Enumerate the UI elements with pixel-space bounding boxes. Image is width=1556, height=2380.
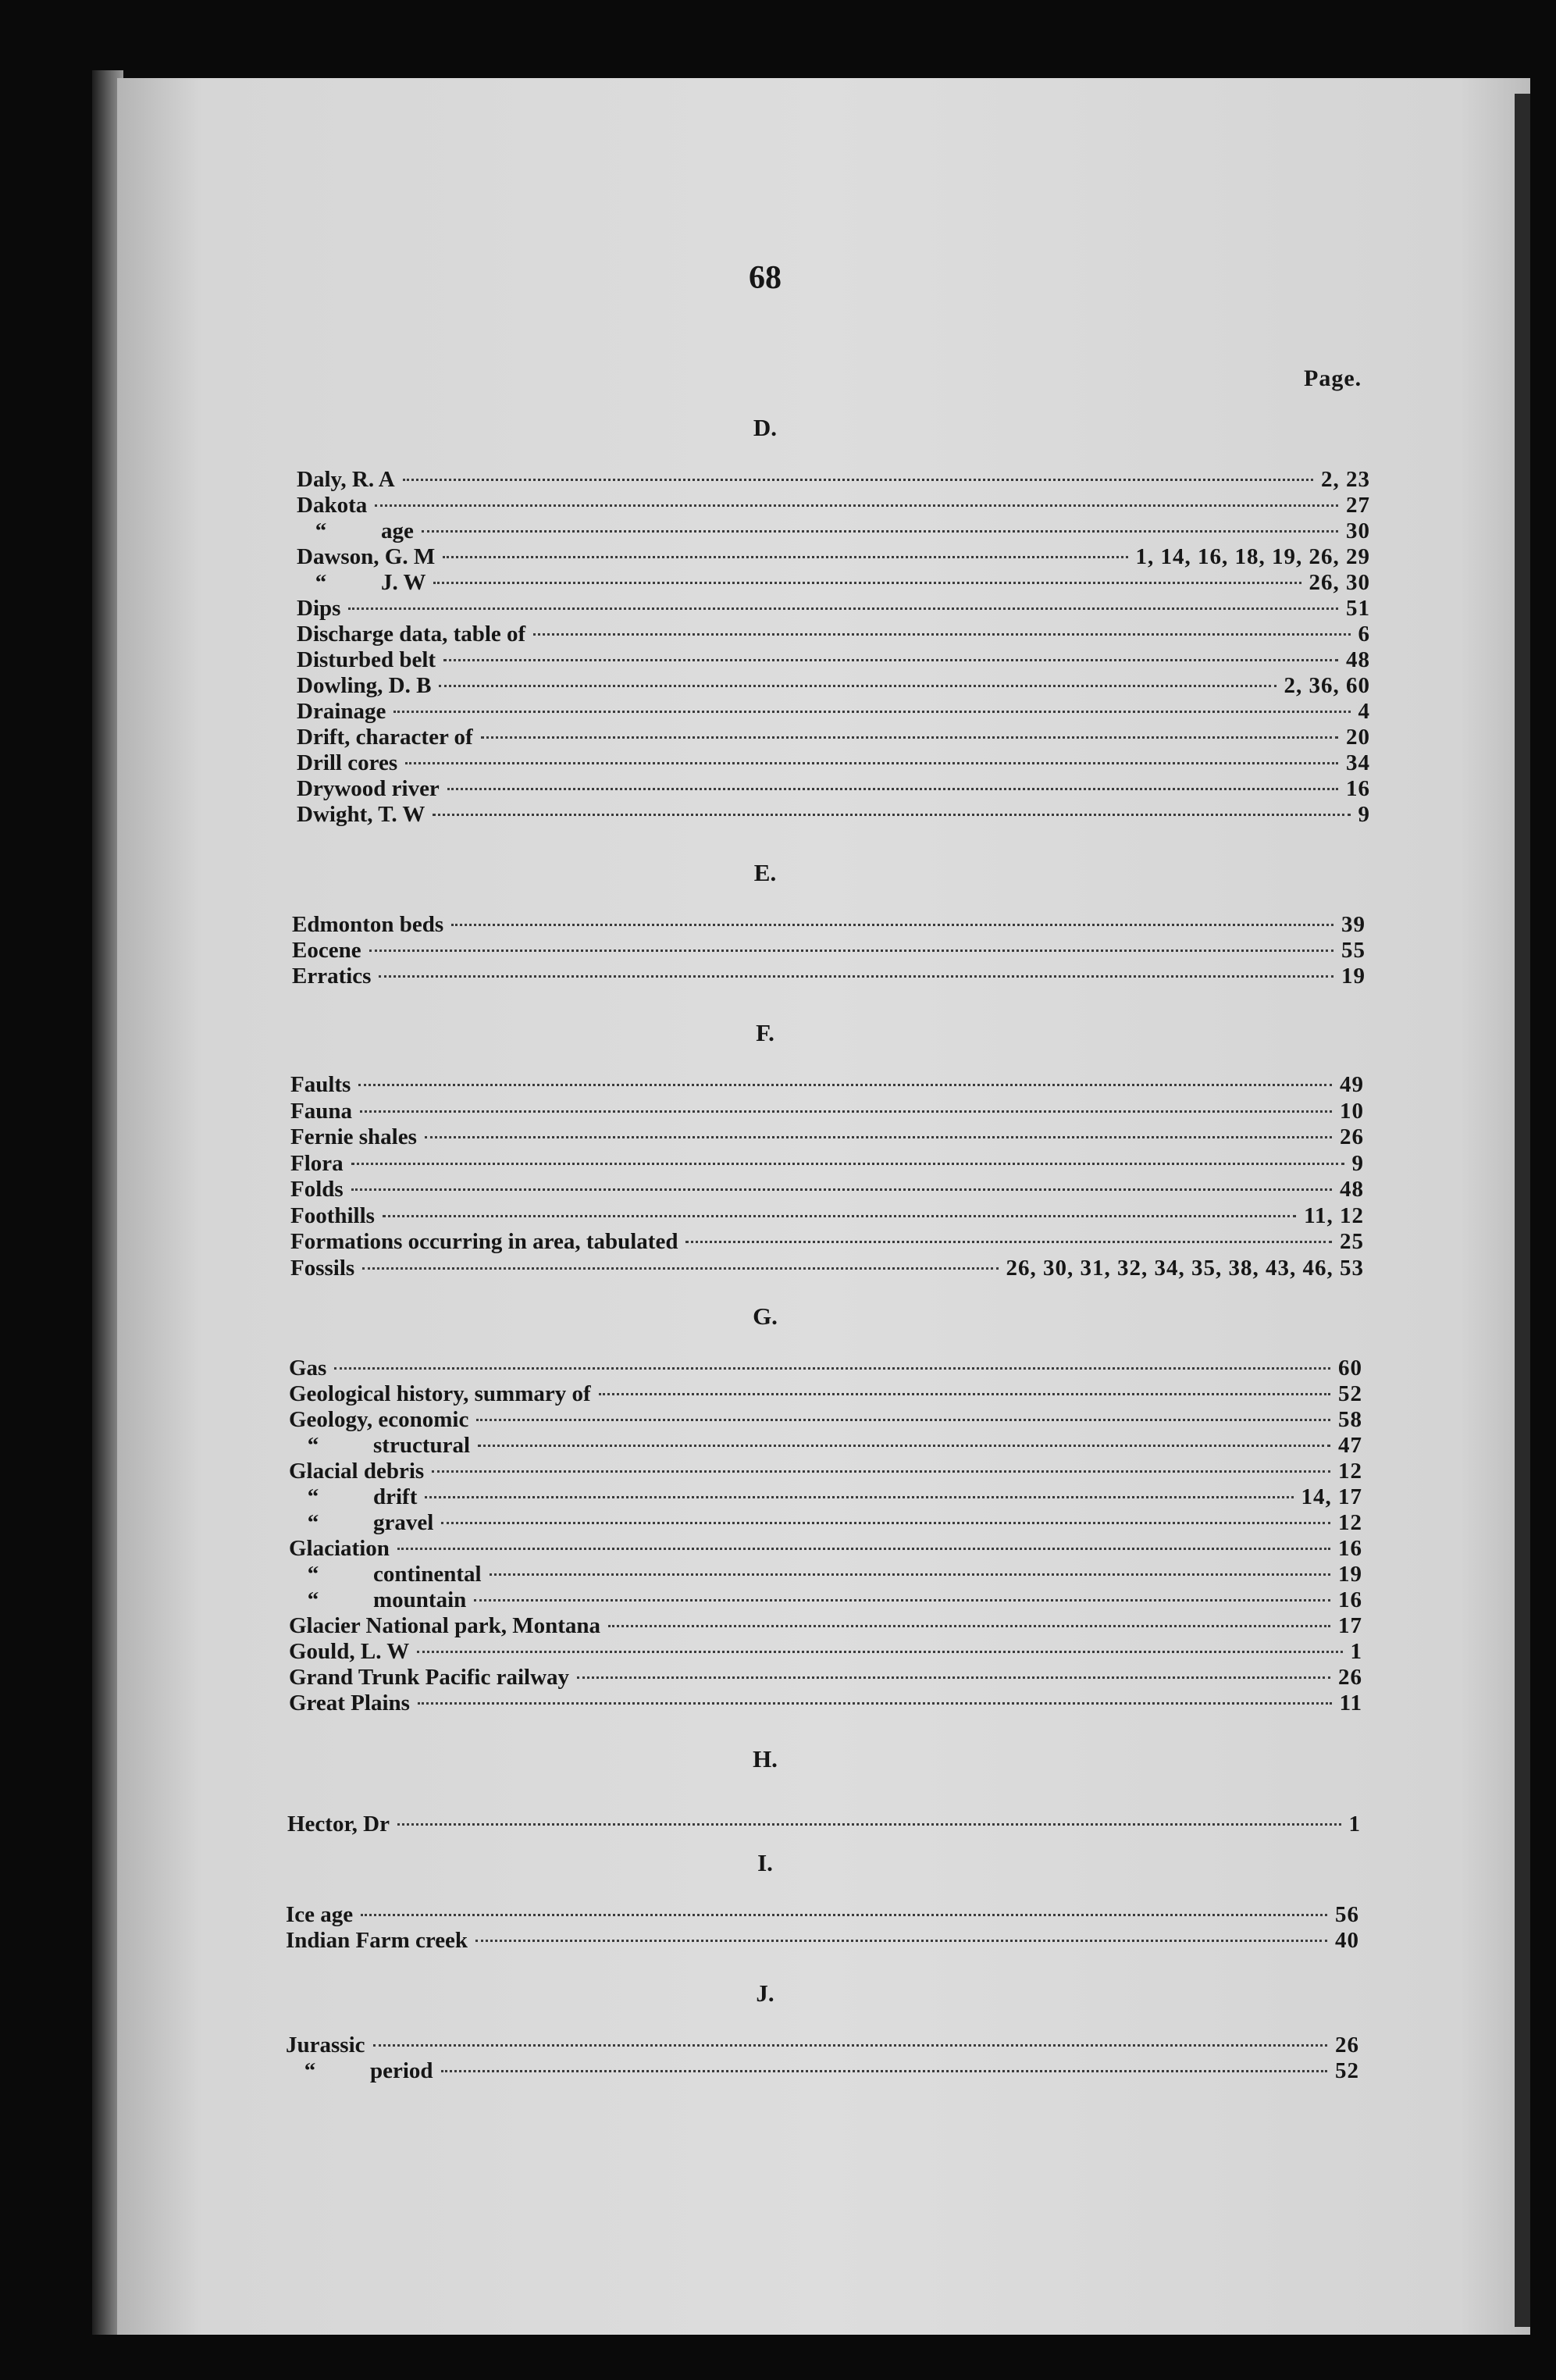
index-entry	[297, 699, 1370, 725]
entry-term: Drift, character of	[297, 725, 473, 750]
index-entry	[292, 912, 1366, 938]
dot-leader	[369, 950, 1333, 952]
dot-leader	[397, 1823, 1341, 1826]
dot-leader	[474, 1599, 1330, 1602]
entry-term: Indian Farm creek	[286, 1928, 468, 1953]
dot-leader	[447, 788, 1338, 790]
entry-pages: 26	[1338, 1665, 1362, 1690]
index-entry	[289, 1459, 1362, 1484]
entry-pages: 2, 23	[1321, 467, 1370, 492]
ditto-mark: “	[307, 1433, 319, 1458]
entry-term: Great Plains	[289, 1691, 410, 1716]
index-entry	[297, 647, 1370, 673]
dot-leader	[433, 582, 1301, 584]
index-entry	[297, 467, 1370, 493]
section-heading: D.	[753, 414, 778, 441]
entry-term: Grand Trunk Pacific railway	[289, 1665, 570, 1690]
page-edge	[1515, 94, 1530, 2327]
dot-leader	[358, 1084, 1332, 1086]
entry-pages: 11	[1339, 1691, 1362, 1716]
entry-pages: 34	[1346, 750, 1370, 775]
index-entry	[297, 750, 1370, 776]
entry-term: Drill cores	[297, 750, 398, 775]
entry-pages: 16	[1338, 1587, 1362, 1612]
entry-term: Disturbed belt	[297, 647, 436, 672]
entry-term: Daly, R. A	[297, 467, 395, 492]
index-entry	[297, 725, 1370, 750]
ditto-mark: “	[304, 2058, 316, 2083]
entry-term: Fossils	[290, 1255, 355, 1281]
index-entry	[289, 1639, 1362, 1665]
entry-pages: 58	[1338, 1407, 1362, 1432]
entry-pages: 39	[1341, 912, 1366, 937]
entry-pages: 11, 12	[1304, 1202, 1364, 1228]
entry-term: Gas	[289, 1356, 327, 1381]
entry-term: continental	[373, 1562, 482, 1587]
entry-term: age	[381, 518, 414, 543]
entry-term: structural	[373, 1433, 471, 1458]
index-entry	[289, 1562, 1362, 1587]
index-entry	[297, 776, 1370, 802]
entry-term: Eocene	[292, 938, 361, 963]
entry-pages: 2, 36, 60	[1284, 673, 1370, 698]
entry-term: mountain	[373, 1587, 467, 1612]
index-entry	[286, 2033, 1359, 2058]
dot-leader	[433, 814, 1350, 816]
dot-leader	[403, 479, 1313, 481]
entry-pages: 1	[1348, 1812, 1361, 1837]
section-heading: F.	[756, 1019, 774, 1046]
entry-pages: 52	[1335, 2058, 1359, 2083]
index-entry	[286, 1928, 1359, 1954]
index-entry	[290, 1229, 1364, 1255]
dot-leader	[432, 1470, 1330, 1473]
dot-leader	[476, 1419, 1330, 1421]
dot-leader	[443, 556, 1127, 558]
index-entry	[290, 1151, 1364, 1177]
entry-pages: 27	[1346, 493, 1370, 518]
entry-term: Erratics	[292, 964, 372, 989]
entry-term: Glacier National park, Montana	[289, 1613, 601, 1638]
entry-pages: 4	[1358, 699, 1370, 724]
entry-term: Glacial debris	[289, 1459, 425, 1484]
dot-leader	[425, 1136, 1332, 1138]
entry-pages: 52	[1338, 1381, 1362, 1406]
entry-pages: 19	[1338, 1562, 1362, 1587]
dot-leader	[360, 1110, 1332, 1113]
entry-pages: 9	[1351, 1150, 1364, 1176]
entry-term: Folds	[290, 1177, 344, 1202]
dot-leader	[418, 1702, 1332, 1705]
dot-leader	[685, 1241, 1332, 1243]
index-entry	[297, 802, 1370, 828]
index-entry	[297, 596, 1370, 622]
page-column-header: Page.	[1304, 365, 1362, 391]
index-page	[117, 78, 1530, 2335]
dot-leader	[379, 975, 1333, 978]
entry-pages: 49	[1340, 1072, 1364, 1097]
index-entry	[289, 1356, 1362, 1381]
ditto-mark: “	[307, 1510, 319, 1535]
page-number: 68	[749, 260, 782, 296]
dot-leader	[475, 1940, 1327, 1942]
entry-term: Geology, economic	[289, 1407, 469, 1432]
dot-leader	[362, 1267, 998, 1270]
index-entry	[289, 1587, 1362, 1613]
index-entry	[290, 1256, 1364, 1281]
section-heading: G.	[753, 1302, 778, 1330]
dot-leader	[451, 924, 1333, 926]
dot-leader	[422, 530, 1338, 533]
dot-leader	[417, 1651, 1342, 1653]
entry-pages: 14, 17	[1301, 1484, 1362, 1509]
ditto-mark: “	[315, 570, 327, 595]
entry-term: Discharge data, table of	[297, 622, 526, 647]
entry-term: Drywood river	[297, 776, 440, 801]
dot-leader	[441, 1522, 1330, 1524]
index-entry	[289, 1536, 1362, 1562]
entry-term: Fernie shales	[290, 1124, 417, 1149]
entry-term: Drainage	[297, 699, 386, 724]
index-entry	[290, 1203, 1364, 1229]
entry-pages: 16	[1338, 1536, 1362, 1561]
index-entry	[290, 1177, 1364, 1202]
dot-leader	[397, 1548, 1330, 1550]
index-entry	[289, 1665, 1362, 1691]
entry-term: period	[370, 2058, 433, 2083]
entry-pages: 30	[1346, 518, 1370, 543]
entry-pages: 48	[1346, 647, 1370, 672]
entry-pages: 17	[1338, 1613, 1362, 1638]
dot-leader	[373, 2044, 1328, 2047]
dot-leader	[361, 1914, 1327, 1916]
entry-pages: 6	[1358, 622, 1370, 647]
entry-pages: 56	[1335, 1902, 1359, 1927]
entry-term: Dips	[297, 596, 341, 621]
index-entry	[289, 1433, 1362, 1459]
entry-pages: 9	[1358, 802, 1370, 827]
dot-leader	[599, 1393, 1330, 1395]
entry-term: Faults	[290, 1072, 351, 1097]
dot-leader	[490, 1573, 1330, 1576]
entry-pages: 26	[1340, 1124, 1364, 1149]
entry-term: Foothills	[290, 1202, 375, 1228]
ditto-mark: “	[307, 1562, 319, 1587]
entry-term: Dowling, D. B	[297, 673, 432, 698]
entry-pages: 19	[1341, 964, 1366, 989]
dot-leader	[443, 659, 1338, 661]
ditto-mark: “	[315, 518, 327, 543]
entry-term: J. W	[381, 570, 426, 595]
entry-term: Geological history, summary of	[289, 1381, 591, 1406]
dot-leader	[351, 1188, 1332, 1191]
index-entry	[286, 2058, 1359, 2084]
dot-leader	[481, 736, 1338, 739]
entry-pages: 55	[1341, 938, 1366, 963]
section-heading: E.	[753, 859, 777, 886]
index-entry	[297, 493, 1370, 518]
index-entry	[289, 1613, 1362, 1639]
index-entry	[289, 1691, 1362, 1716]
index-entry	[297, 544, 1370, 570]
entry-term: Gould, L. W	[289, 1639, 410, 1664]
entry-term: Glaciation	[289, 1536, 390, 1561]
entry-pages: 26, 30	[1309, 570, 1370, 595]
entry-term: Dawson, G. M	[297, 544, 436, 569]
entry-term: Dakota	[297, 493, 368, 518]
index-entry	[289, 1407, 1362, 1433]
entry-pages: 1	[1350, 1639, 1362, 1664]
index-entry	[297, 622, 1370, 647]
entry-pages: 48	[1340, 1177, 1364, 1202]
index-entry	[297, 570, 1370, 596]
dot-leader	[608, 1625, 1330, 1627]
index-entry	[289, 1381, 1362, 1407]
dot-leader	[478, 1445, 1330, 1447]
index-entry	[287, 1812, 1361, 1837]
entry-pages: 16	[1346, 776, 1370, 801]
index-entry	[289, 1484, 1362, 1510]
index-entry	[289, 1510, 1362, 1536]
entry-pages: 25	[1340, 1229, 1364, 1254]
index-entry	[297, 518, 1370, 544]
entry-term: Jurassic	[286, 2033, 365, 2058]
entry-pages: 40	[1335, 1928, 1359, 1953]
index-entry	[290, 1124, 1364, 1150]
dot-leader	[425, 1496, 1293, 1498]
entry-term: Formations occurring in area, tabulated	[290, 1229, 678, 1254]
section-heading: J.	[756, 1979, 774, 2007]
dot-leader	[348, 607, 1338, 610]
index-entry	[297, 673, 1370, 699]
index-entry	[292, 938, 1366, 964]
entry-term: Flora	[290, 1150, 344, 1176]
index-entry	[290, 1072, 1364, 1098]
ditto-mark: “	[307, 1587, 319, 1612]
dot-leader	[405, 762, 1338, 764]
ditto-mark: “	[307, 1484, 319, 1509]
entry-term: Dwight, T. W	[297, 802, 425, 827]
entry-pages: 10	[1340, 1098, 1364, 1124]
dot-leader	[351, 1163, 1344, 1165]
entry-pages: 12	[1338, 1510, 1362, 1535]
dot-leader	[375, 504, 1338, 507]
entry-pages: 47	[1338, 1433, 1362, 1458]
index-entry	[286, 1902, 1359, 1928]
entry-term: Edmonton beds	[292, 912, 444, 937]
entry-term: Hector, Dr	[287, 1812, 390, 1837]
dot-leader	[577, 1676, 1330, 1679]
dot-leader	[441, 2070, 1327, 2072]
entry-pages: 20	[1346, 725, 1370, 750]
entry-pages: 26	[1335, 2033, 1359, 2058]
dot-leader	[393, 711, 1350, 713]
dot-leader	[439, 685, 1276, 687]
entry-pages: 26, 30, 31, 32, 34, 35, 38, 43, 46, 53	[1006, 1255, 1364, 1281]
index-entry	[290, 1099, 1364, 1124]
entry-pages: 60	[1338, 1356, 1362, 1381]
entry-term: Fauna	[290, 1098, 352, 1124]
dot-leader	[383, 1215, 1296, 1217]
dot-leader	[533, 633, 1350, 636]
section-heading: I.	[757, 1849, 773, 1876]
entry-pages: 1, 14, 16, 18, 19, 26, 29	[1135, 544, 1370, 569]
entry-pages: 12	[1338, 1459, 1362, 1484]
entry-term: drift	[373, 1484, 418, 1509]
entry-term: gravel	[373, 1510, 434, 1535]
entry-term: Ice age	[286, 1902, 354, 1927]
dot-leader	[334, 1367, 1330, 1370]
entry-pages: 51	[1346, 596, 1370, 621]
section-heading: H.	[753, 1745, 778, 1773]
index-entry	[292, 964, 1366, 989]
